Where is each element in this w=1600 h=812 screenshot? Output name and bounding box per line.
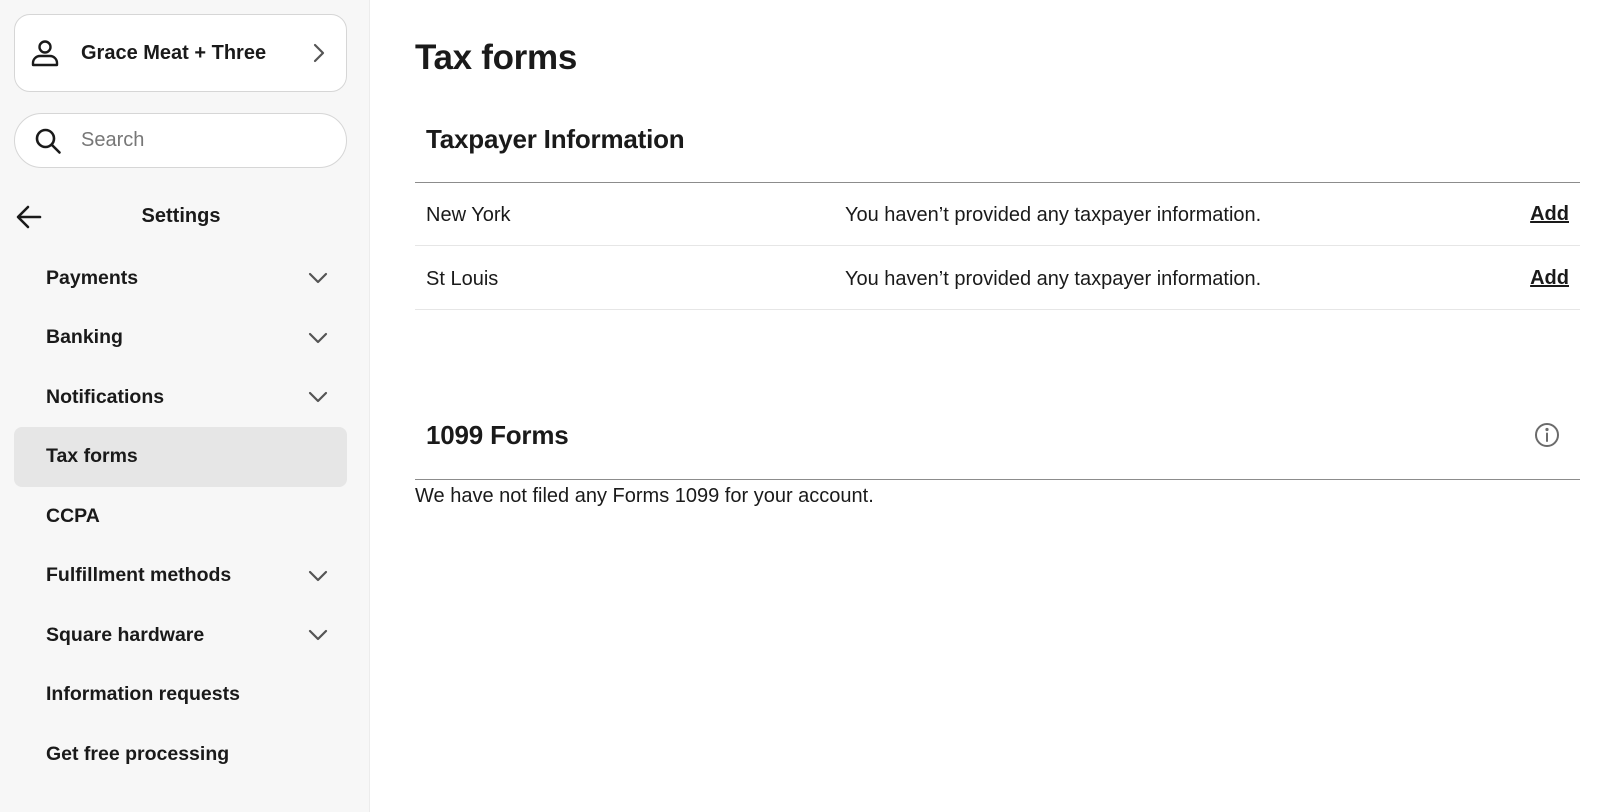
chevron-down-icon [307,386,329,408]
nav-item-square-hardware[interactable] [14,605,347,665]
add-taxpayer-link[interactable]: Add [1530,203,1569,225]
nav-item-fulfillment-methods[interactable] [14,546,347,606]
taxpayer-status: You haven’t provided any taxpayer information. [845,268,1262,290]
nav-item-label: Payments [46,266,139,289]
forms-1099-message: We have not filed any Forms 1099 for your account. [415,485,874,507]
page-title: Tax forms [415,38,577,77]
nav-item-label: Square hardware [46,623,205,646]
search-box [14,113,347,168]
person-icon [29,37,61,69]
account-switcher[interactable] [14,14,347,92]
nav-item-information-requests[interactable] [14,665,347,725]
account-name: Grace Meat + Three [81,41,267,64]
taxpayer-section-title: Taxpayer Information [426,124,685,154]
table-row [415,183,1580,246]
table-row [415,247,1580,310]
nav-item-get-free-processing[interactable] [14,724,347,784]
nav-item-label: Notifications [46,385,165,408]
section-divider [415,479,1580,480]
nav-item-label: CCPA [46,504,100,527]
add-taxpayer-link[interactable]: Add [1530,267,1569,289]
chevron-down-icon [307,327,329,349]
nav-item-label: Fulfillment methods [46,564,232,586]
nav-item-label: Tax forms [46,445,138,467]
nav-item-tax-forms[interactable] [14,427,347,487]
main-content [415,0,1585,812]
nav-item-ccpa[interactable] [14,486,347,546]
info-icon[interactable] [1533,421,1561,449]
search-input[interactable] [81,129,321,152]
chevron-down-icon [307,267,329,289]
settings-header [0,196,370,236]
nav-item-banking[interactable] [14,308,347,368]
nav-item-label: Banking [46,326,123,348]
sidebar [0,0,370,812]
settings-title: Settings [141,205,221,227]
nav-item-label: Get free processing [46,742,230,765]
settings-nav [14,248,347,784]
taxpayer-status: You haven’t provided any taxpayer information. [845,204,1262,226]
nav-item-payments[interactable] [14,248,347,308]
search-icon [33,126,63,156]
chevron-down-icon [307,565,329,587]
location-name: New York [426,204,511,226]
nav-item-notifications[interactable] [14,367,347,427]
chevron-down-icon [307,624,329,646]
location-name: St Louis [426,268,499,290]
nav-item-label: Information requests [46,683,240,705]
forms-1099-section-title: 1099 Forms [426,420,569,450]
chevron-right-icon [310,42,328,64]
